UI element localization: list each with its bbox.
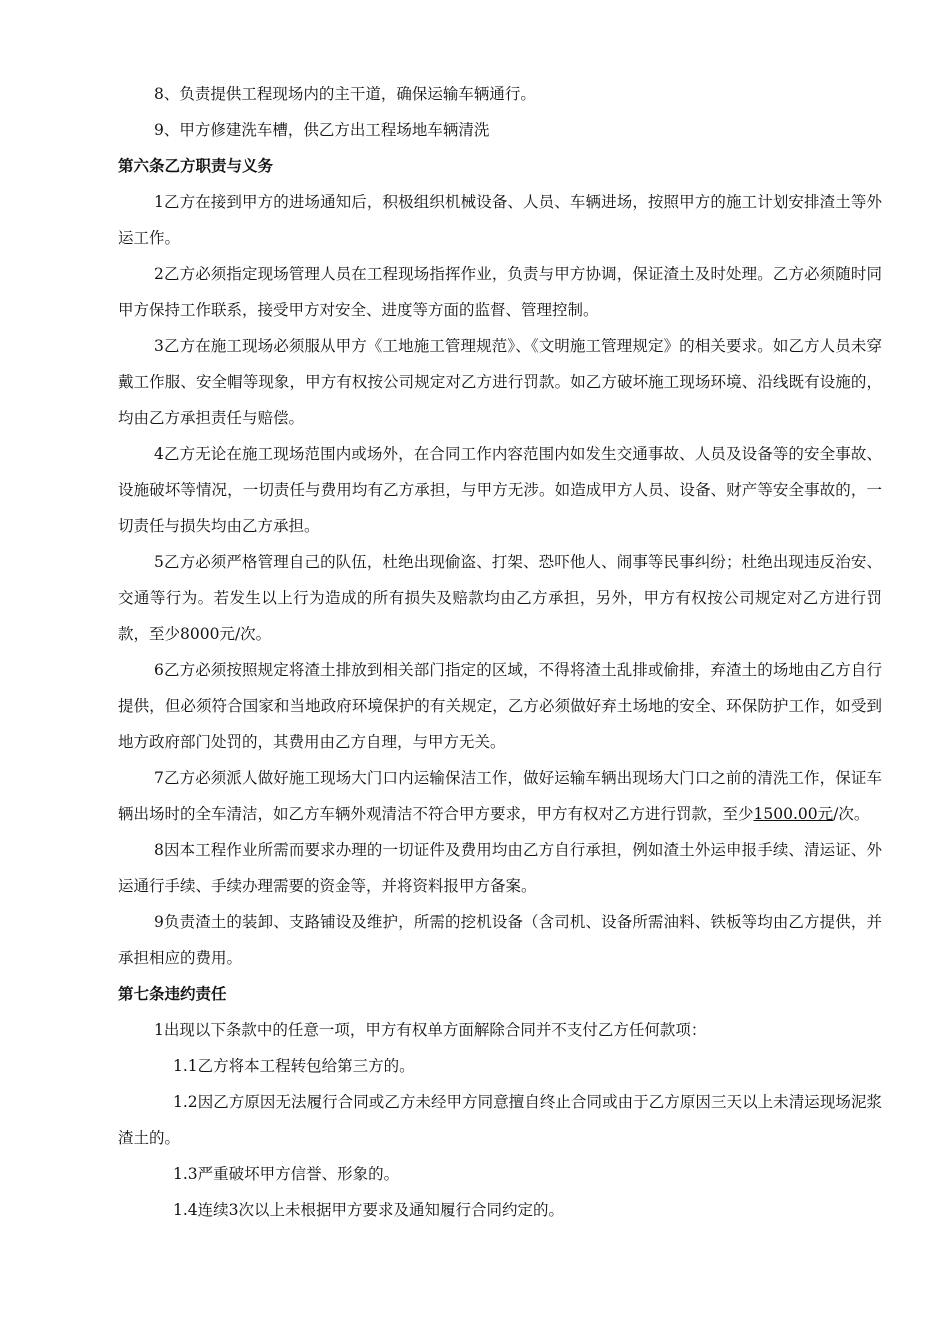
section6-item-4: 4乙方无论在施工现场范围内或场外，在合同工作内容范围内如发生交通事故、人员及设备等的安全事故、设施破坏等情况，一切责任与费用均有乙方承担，与甲方无涉。如造成甲方人员、设备、财产等安全事故的，一切责任与损失均由乙方承担。 <box>118 445 882 535</box>
fine-unit: /次。 <box>833 805 870 823</box>
paragraph-item-9: 9、甲方修建洗车槽，供乙方出工程场地车辆清洗 <box>154 121 490 139</box>
section7-sub-item-1-4: 1.4连续3次以上未根据甲方要求及通知履行合同约定的。 <box>173 1201 565 1219</box>
fine-amount: 1500.00元 <box>753 805 834 823</box>
document-body <box>118 76 882 1222</box>
section6-item-7 <box>118 760 882 832</box>
section6-item-6: 6乙方必须按照规定将渣土排放到相关部门指定的区域，不得将渣土乱排或偷排，弃渣土的场地由乙方自行提供，但必须符合国家和当地政府环境保护的有关规定，乙方必须做好弃土场地的安全、环保防护工作，如受到地方政府部门处罚的，其费用由乙方自理，与甲方无关。 <box>118 661 882 751</box>
section7-sub-item-1-1: 1.1乙方将本工程转包给第三方的。 <box>173 1057 415 1075</box>
section6-item-2: 2乙方必须指定现场管理人员在工程现场指挥作业，负责与甲方协调，保证渣土及时处理。乙方必须随时同甲方保持工作联系，接受甲方对安全、进度等方面的监督、管理控制。 <box>118 265 882 319</box>
paragraph-item-8: 8、负责提供工程现场内的主干道，确保运输车辆通行。 <box>154 85 536 103</box>
section7-sub-item-1-2: 1.2因乙方原因无法履行合同或乙方未经甲方同意擅自终止合同或由于乙方原因三天以上未清运现场泥浆渣土的。 <box>118 1093 882 1147</box>
section6-item-1: 1乙方在接到甲方的进场通知后，积极组织机械设备、人员、车辆进场，按照甲方的施工计划安排渣土等外运工作。 <box>118 193 882 247</box>
section-heading-6: 第六条乙方职责与义务 <box>118 157 274 175</box>
section7-sub-item-1-3: 1.3严重破坏甲方信誉、形象的。 <box>173 1165 400 1183</box>
section6-item-3: 3乙方在施工现场必须服从甲方《工地施工管理规范》、《文明施工管理规定》的相关要求。如乙方人员未穿戴工作服、安全帽等现象，甲方有权按公司规定对乙方进行罚款。如乙方破坏施工现场环境、沿线既有设施的，均由乙方承担责任与赔偿。 <box>118 337 882 427</box>
section7-intro: 1出现以下条款中的任意一项，甲方有权单方面解除合同并不支付乙方任何款项： <box>154 1021 707 1039</box>
section-heading-7: 第七条违约责任 <box>118 985 227 1003</box>
section6-item-9: 9负责渣土的装卸、支路铺设及维护，所需的挖机设备（含司机、设备所需油料、铁板等均由乙方提供，并承担相应的费用。 <box>118 913 882 967</box>
section6-item-7-text: 7乙方必须派人做好施工现场大门口内运输保洁工作，做好运输车辆出现场大门口之前的清洗工作，保证车辆出场时的全车清洁，如乙方车辆外观清洁不符合甲方要求，甲方有权对乙方进行罚款，至少 <box>118 769 882 823</box>
section6-item-8: 8因本工程作业所需而要求办理的一切证件及费用均由乙方自行承担，例如渣土外运申报手续、清运证、外运通行手续、手续办理需要的资金等，并将资料报甲方备案。 <box>118 841 882 895</box>
section6-item-5: 5乙方必须严格管理自己的队伍，杜绝出现偷盗、打架、恐吓他人、闹事等民事纠纷；杜绝出现违反治安、交通等行为。若发生以上行为造成的所有损失及赔款均由乙方承担，另外，甲方有权按公司规定对乙方进行罚款，至少8000元/次。 <box>118 553 882 643</box>
